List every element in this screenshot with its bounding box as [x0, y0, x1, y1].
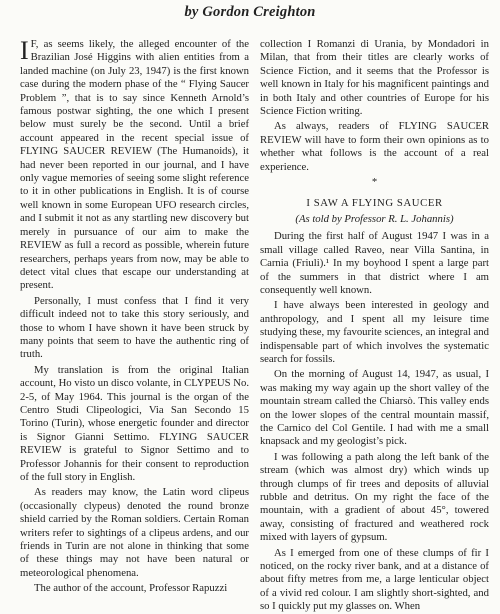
- paragraph-text: F, as seems likely, the alleged encounter of the Brazilian José Higgins with alien entities from a landed machine (on July 23, 1947) is the first known case during the modern phase of the “ Flying Saucer Problem ”, that is to say since Kenneth Arnold’s famous postwar sighting, the one which I present below must surely be the second. Until a brief account appeared in the recent special issue of FLYING SAUCER REVIEW (The Humanoids), it had never been reported in our journal, and I have only vague memories of seeing some slight reference to it in other publications in English. It is of course well known in some European UFO research circles, and I submit it not as any startling new discovery but merely in pursuance of our aim to make the REVIEW as full a record as possible, wherein future researchers, perhaps years from now, may be able to detect vital clues that escape our understanding at present.: [20, 38, 249, 292]
- paragraph: I have always been interested in geology and anthropology, and I spent all my leisure time studying these, my favourite sciences, an integral and indispensable part of which involves the systematic search for fossils.: [260, 299, 489, 365]
- paragraph: collection I Romanzi di Urania, by Mondadori in Milan, that from their titles are clearly works of Science Fiction, and it seems that the Professor is well known in Italy for his magnificent paintings and in both Italy and other countries of Europe for his Science Fiction writing.: [260, 38, 489, 118]
- section-heading: I SAW A FLYING SAUCER: [306, 197, 443, 210]
- left-column: [20, 36, 249, 595]
- paragraph: My translation is from the original Italian account, Ho visto un disco volante, in CLYPEUS No. 2-5, of May 1964. This journal is the organ of the Centro Studi Clipeologici, Via San Secondo 15 Torino (Turin), whose energetic founder and director is Signor Gianni Settimo. FLYING SAUCER REVIEW is grateful to Signor Settimo and to Professor Johannis for their consent to reproduction of the full story in English.: [20, 363, 249, 483]
- byline: by Gordon Creighton: [184, 4, 316, 20]
- paragraph: The author of the account, Professor Rapuzzi: [34, 582, 228, 595]
- paragraph: As always, readers of FLYING SAUCER REVIEW will have to form their own opinions as to whether what follows is the account of a real experience.: [260, 120, 489, 173]
- section-separator: *: [371, 176, 378, 189]
- drop-cap: I: [20, 36, 29, 65]
- paragraph: Personally, I must confess that I find it very difficult indeed not to take this story seriously, and those to whom I have shown it have been struck by many points that seem to have the authentic ring of truth.: [20, 294, 249, 361]
- paragraph: During the first half of August 1947 I was in a small village called Raveo, near Villa Santina, in Carnia (Friuli).¹ In my boyhood I spent a large part of the summers in that district where I am consequently well known.: [260, 230, 489, 296]
- paragraph: I was following a path along the left bank of the stream (which was almost dry) which winds up through clumps of fir trees and deposits of alluvial rubble and detritus. On my right the face of the mountain, with a gradient of about 45°, towered away, consisting of fractured and weathered rock mixed with layers of gypsum.: [260, 450, 489, 544]
- section-subheading: (As told by Professor R. L. Johannis): [295, 212, 454, 225]
- right-column: [260, 38, 489, 613]
- paragraph: As readers may know, the Latin word clipeus (occasionally clypeus) denoted the round bronze shield carried by the Roman soldiers. Certain Roman writers refer to sightings of a clipeus ardens, and our friends in Turin are not alone in thinking that some of these things may not have been natural or meteorological phenomena.: [20, 486, 249, 579]
- paragraph: On the morning of August 14, 1947, as usual, I was making my way again up the short valley of the mountain stream called the Chiarsò. This valley ends on the lower slopes of the central mountain massif, the Carnico del Col Gentile. I had with me a small knapsack and my geologist’s pick.: [260, 368, 489, 448]
- paragraph: As I emerged from one of these clumps of fir I noticed, on the rocky river bank, and at a distance of about fifty metres from me, a large lenticular object of a vivid red colour. I am slightly short-sighted, and so I quickly put my glasses on. When: [260, 546, 489, 613]
- paragraph: [20, 38, 249, 293]
